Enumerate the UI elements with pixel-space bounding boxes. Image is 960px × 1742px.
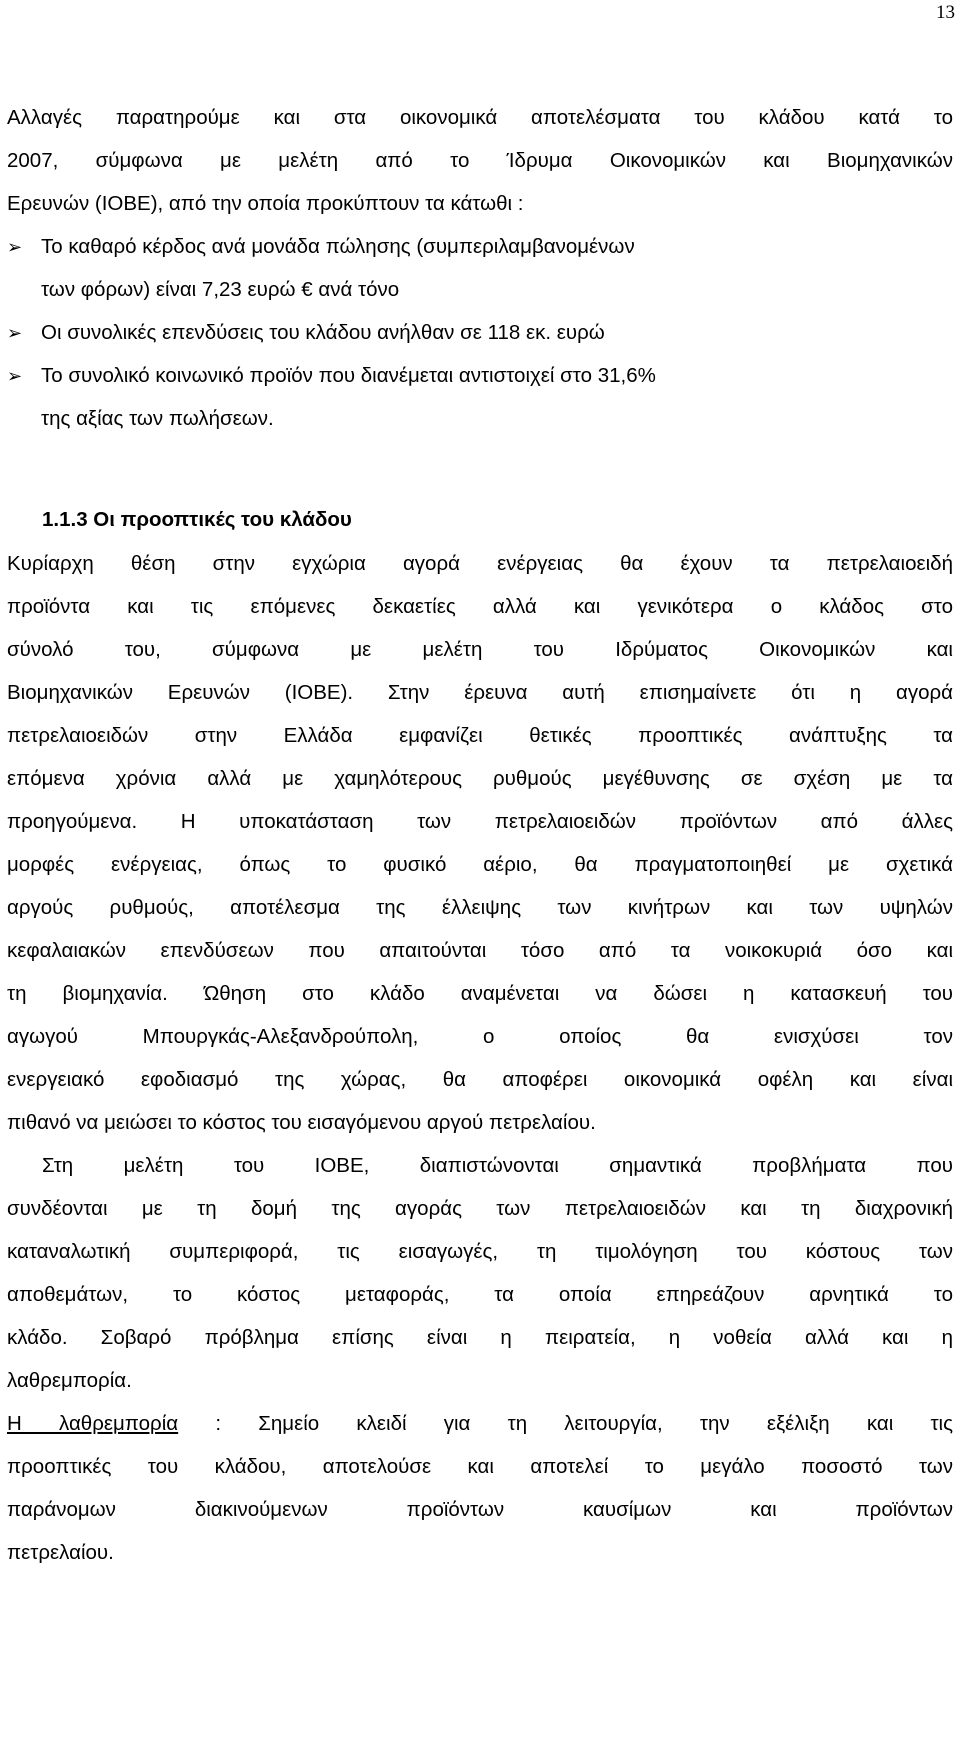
- paragraph-line: συνδέονται με τη δομή της αγοράς των πετρελαιοειδών και τη διαχρονική: [7, 1197, 953, 1220]
- paragraph-line: Κυρίαρχη θέση στην εγχώρια αγορά ενέργειας θα έχουν τα πετρελαιοειδή: [7, 552, 953, 575]
- arrowhead-bullet-icon: ➢: [7, 366, 23, 386]
- paragraph-line: αποθεμάτων, το κόστος μεταφοράς, τα οποία επηρεάζουν αρνητικά το: [7, 1283, 953, 1306]
- bullet-item: [7, 232, 635, 262]
- intro-line: Ερευνών (ΙΟΒΕ), από την οποία προκύπτουν τα κάτωθι :: [7, 192, 524, 215]
- paragraph-line: Βιομηχανικών Ερευνών (ΙΟΒΕ). Στην έρευνα αυτή επισημαίνετε ότι η αγορά: [7, 681, 953, 704]
- bullet-text: Το καθαρό κέρδος ανά μονάδα πώλησης (συμπεριλαμβανομένων: [41, 235, 635, 258]
- paragraph-line: πιθανό να μειώσει το κόστος του εισαγόμενου αργού πετρελαίου.: [7, 1111, 596, 1134]
- bullet-item: [7, 361, 656, 391]
- arrowhead-bullet-icon: ➢: [7, 323, 23, 343]
- paragraph-line: μορφές ενέργειας, όπως το φυσικό αέριο, θα πραγματοποιηθεί με σχετικά: [7, 853, 953, 876]
- paragraph-line: προϊόντα και τις επόμενες δεκαετίες αλλά και γενικότερα ο κλάδος στο: [7, 595, 953, 618]
- paragraph-line-rest: : Σημείο κλειδί για τη λειτουργία, την εξέλιξη και τις: [178, 1412, 953, 1435]
- paragraph-line: λαθρεμπορία.: [7, 1369, 132, 1392]
- bullet-text-continued: των φόρων) είναι 7,23 ευρώ € ανά τόνο: [41, 278, 400, 301]
- paragraph-line: αργούς ρυθμούς, αποτέλεσμα της έλλειψης των κινήτρων και των υψηλών: [7, 896, 953, 919]
- paragraph-line: Στη μελέτη του ΙΟΒΕ, διαπιστώνονται σημαντικά προβλήματα που: [42, 1154, 953, 1177]
- paragraph-line: επόμενα χρόνια αλλά με χαμηλότερους ρυθμούς μεγέθυνσης σε σχέση με τα: [7, 767, 953, 790]
- paragraph-line: κεφαλαιακών επενδύσεων που απαιτούνται τόσο από τα νοικοκυριά όσο και: [7, 939, 953, 962]
- bullet-text: Οι συνολικές επενδύσεις του κλάδου ανήλθαν σε 118 εκ. ευρώ: [41, 321, 605, 344]
- paragraph-line: ενεργειακό εφοδιασμό της χώρας, θα αποφέρει οικονομικά οφέλη και είναι: [7, 1068, 953, 1091]
- paragraph-line: σύνολό του, σύμφωνα με μελέτη του Ιδρύματος Οικονομικών και: [7, 638, 953, 661]
- paragraph-line: πετρελαιοειδών στην Ελλάδα εμφανίζει θετικές προοπτικές ανάπτυξης τα: [7, 724, 953, 747]
- paragraph-line: παράνομων διακινούμενων προϊόντων καυσίμων και προϊόντων: [7, 1498, 953, 1521]
- intro-line: 2007, σύμφωνα με μελέτη από το Ίδρυμα Οικονομικών και Βιομηχανικών: [7, 149, 953, 172]
- section-heading: 1.1.3 Οι προοπτικές του κλάδου: [42, 508, 352, 531]
- page-number: 13: [936, 2, 955, 23]
- paragraph-line: πετρελαίου.: [7, 1541, 114, 1564]
- paragraph-line: καταναλωτική συμπεριφορά, τις εισαγωγές, τη τιμολόγηση του κόστους των: [7, 1240, 953, 1263]
- arrowhead-bullet-icon: ➢: [7, 237, 23, 257]
- paragraph-line: κλάδο. Σοβαρό πρόβλημα επίσης είναι η πειρατεία, η νοθεία αλλά και η: [7, 1326, 953, 1349]
- intro-line: Αλλαγές παρατηρούμε και στα οικονομικά αποτελέσματα του κλάδου κατά το: [7, 106, 953, 129]
- underlined-term: Η λαθρεμπορία: [7, 1412, 179, 1435]
- bullet-text-continued: της αξίας των πωλήσεων.: [41, 407, 274, 430]
- paragraph-line: [7, 1409, 953, 1439]
- paragraph-line: προοπτικές του κλάδου, αποτελούσε και αποτελεί το μεγάλο ποσοστό των: [7, 1455, 953, 1478]
- bullet-item: [7, 318, 605, 348]
- paragraph-line: τη βιομηχανία. Ώθηση στο κλάδο αναμένεται να δώσει η κατασκευή του: [7, 982, 953, 1005]
- paragraph-line: αγωγού Μπουργκάς-Αλεξανδρούπολη, ο οποίος θα ενισχύσει τον: [7, 1025, 953, 1048]
- paragraph-line: προηγούμενα. Η υποκατάσταση των πετρελαιοειδών προϊόντων από άλλες: [7, 810, 953, 833]
- bullet-text: Το συνολικό κοινωνικό προϊόν που διανέμεται αντιστοιχεί στο 31,6%: [41, 364, 656, 387]
